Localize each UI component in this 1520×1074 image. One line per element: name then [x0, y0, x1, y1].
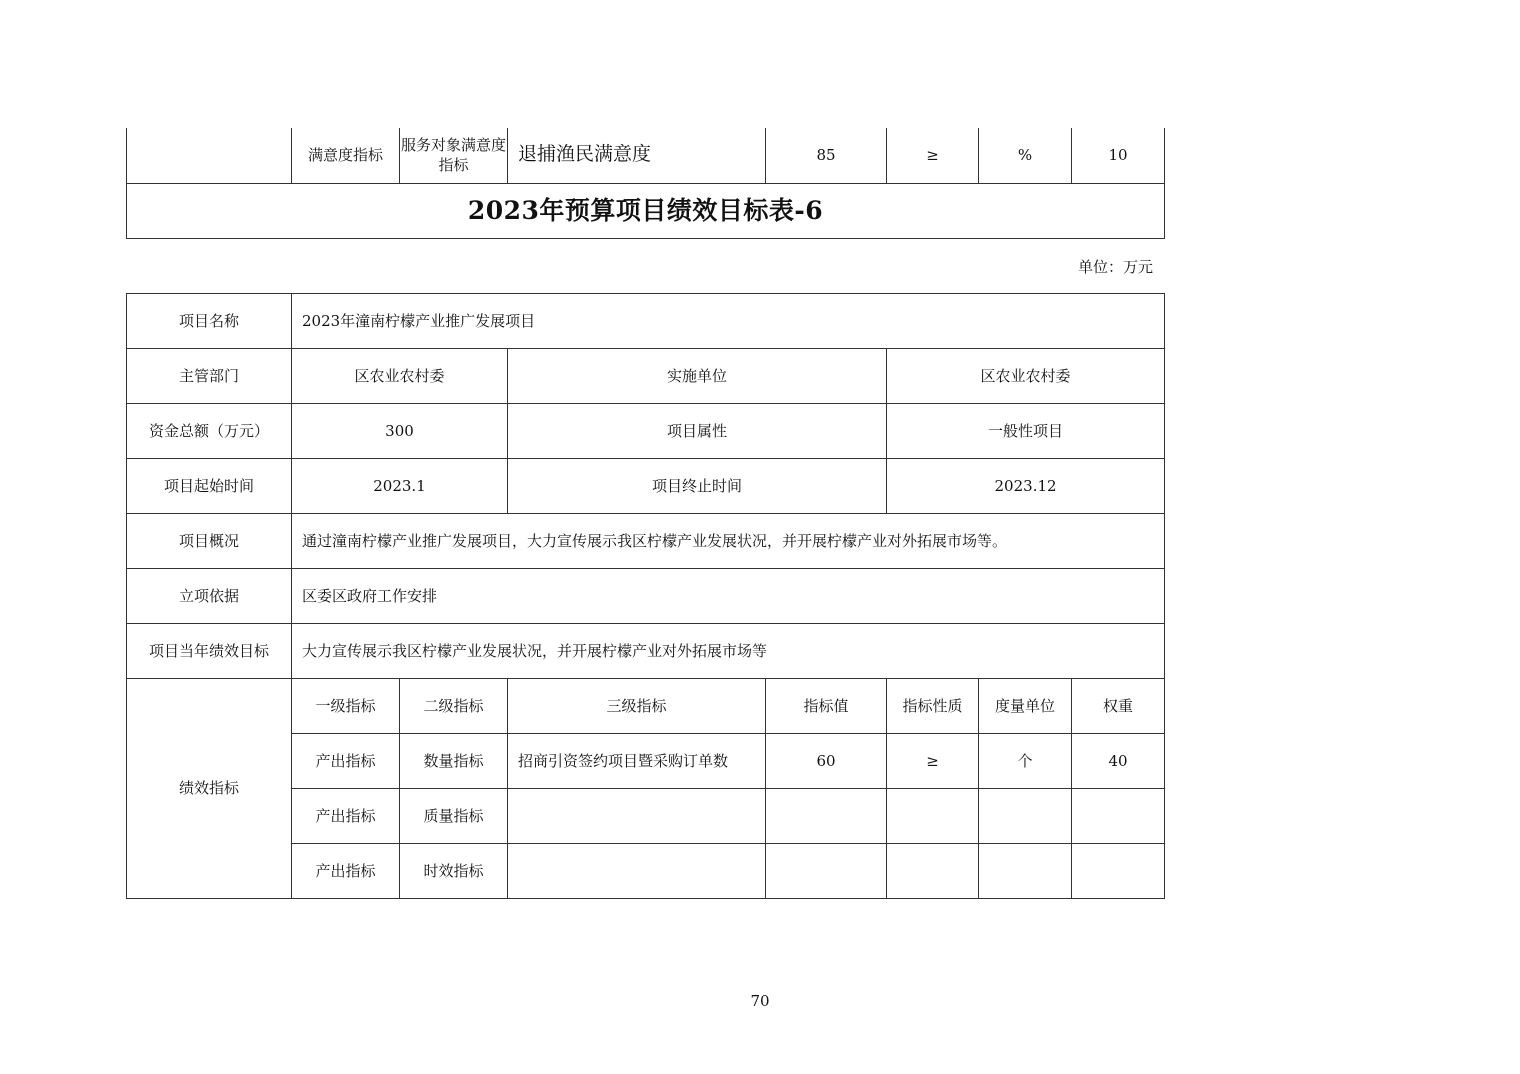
performance-target-table: [126, 293, 1165, 899]
time-row: [127, 459, 1165, 514]
row-weight: [1072, 789, 1165, 844]
goal-label: 项目当年绩效目标: [127, 624, 292, 679]
start-label: 项目起始时间: [127, 459, 292, 514]
level3-indicator: 退捕渔民满意度: [508, 128, 766, 183]
attr-label: 项目属性: [508, 404, 887, 459]
blank-cell: [127, 128, 292, 183]
row-level2: 数量指标: [400, 734, 508, 789]
row-value: [766, 844, 887, 899]
fund-value: 300: [292, 404, 508, 459]
row-level3: [508, 844, 766, 899]
continued-indicator-table: [126, 128, 1165, 239]
end-label: 项目终止时间: [508, 459, 887, 514]
header-level3: 三级指标: [508, 679, 766, 734]
goal-row: [127, 624, 1165, 679]
level2-indicator: 服务对象满意度指标: [400, 128, 508, 183]
row-unit: 个: [979, 734, 1072, 789]
overview-row: [127, 514, 1165, 569]
impl-value: 区农业农村委: [887, 349, 1165, 404]
table-title: 2023年预算项目绩效目标表-6: [127, 183, 1165, 238]
indicators-label: 绩效指标: [127, 679, 292, 899]
header-nature: 指标性质: [887, 679, 979, 734]
unit-note: 单位：万元: [1077, 258, 1153, 276]
overview-label: 项目概况: [127, 514, 292, 569]
header-level1: 一级指标: [292, 679, 400, 734]
end-value: 2023.12: [887, 459, 1165, 514]
row-level2: 质量指标: [400, 789, 508, 844]
row-unit: [979, 789, 1072, 844]
basis-row: [127, 569, 1165, 624]
level1-indicator: 满意度指标: [292, 128, 400, 183]
row-nature: [887, 844, 979, 899]
row-level2: 时效指标: [400, 844, 508, 899]
row-weight: 40: [1072, 734, 1165, 789]
row-unit: [979, 844, 1072, 899]
indicator-unit: %: [979, 128, 1072, 183]
dept-label: 主管部门: [127, 349, 292, 404]
project-name-row: [127, 294, 1165, 349]
indicator-value: 85: [766, 128, 887, 183]
goal-value: 大力宣传展示我区柠檬产业发展状况，并开展柠檬产业对外拓展市场等: [292, 624, 1165, 679]
project-name-value: 2023年潼南柠檬产业推广发展项目: [292, 294, 1165, 349]
header-weight: 权重: [1072, 679, 1165, 734]
title-row: [127, 183, 1165, 238]
overview-value: 通过潼南柠檬产业推广发展项目，大力宣传展示我区柠檬产业发展状况，并开展柠檬产业对外拓展市场等。: [292, 514, 1165, 569]
department-row: [127, 349, 1165, 404]
indicator-weight: 10: [1072, 128, 1165, 183]
row-level3: [508, 789, 766, 844]
dept-value: 区农业农村委: [292, 349, 508, 404]
basis-label: 立项依据: [127, 569, 292, 624]
row-level3: 招商引资签约项目暨采购订单数: [508, 734, 766, 789]
fund-label: 资金总额（万元）: [127, 404, 292, 459]
row-level1: 产出指标: [292, 734, 400, 789]
row-weight: [1072, 844, 1165, 899]
fund-row: [127, 404, 1165, 459]
page-number: 70: [750, 992, 770, 1010]
impl-label: 实施单位: [508, 349, 887, 404]
satisfaction-row: [127, 128, 1165, 183]
indicator-nature: ≥: [887, 128, 979, 183]
header-unit: 度量单位: [979, 679, 1072, 734]
row-value: 60: [766, 734, 887, 789]
header-value: 指标值: [766, 679, 887, 734]
attr-value: 一般性项目: [887, 404, 1165, 459]
row-level1: 产出指标: [292, 844, 400, 899]
indicator-header-row: [127, 679, 1165, 734]
row-level1: 产出指标: [292, 789, 400, 844]
row-nature: [887, 789, 979, 844]
header-level2: 二级指标: [400, 679, 508, 734]
basis-value: 区委区政府工作安排: [292, 569, 1165, 624]
row-value: [766, 789, 887, 844]
start-value: 2023.1: [292, 459, 508, 514]
project-name-label: 项目名称: [127, 294, 292, 349]
row-nature: ≥: [887, 734, 979, 789]
